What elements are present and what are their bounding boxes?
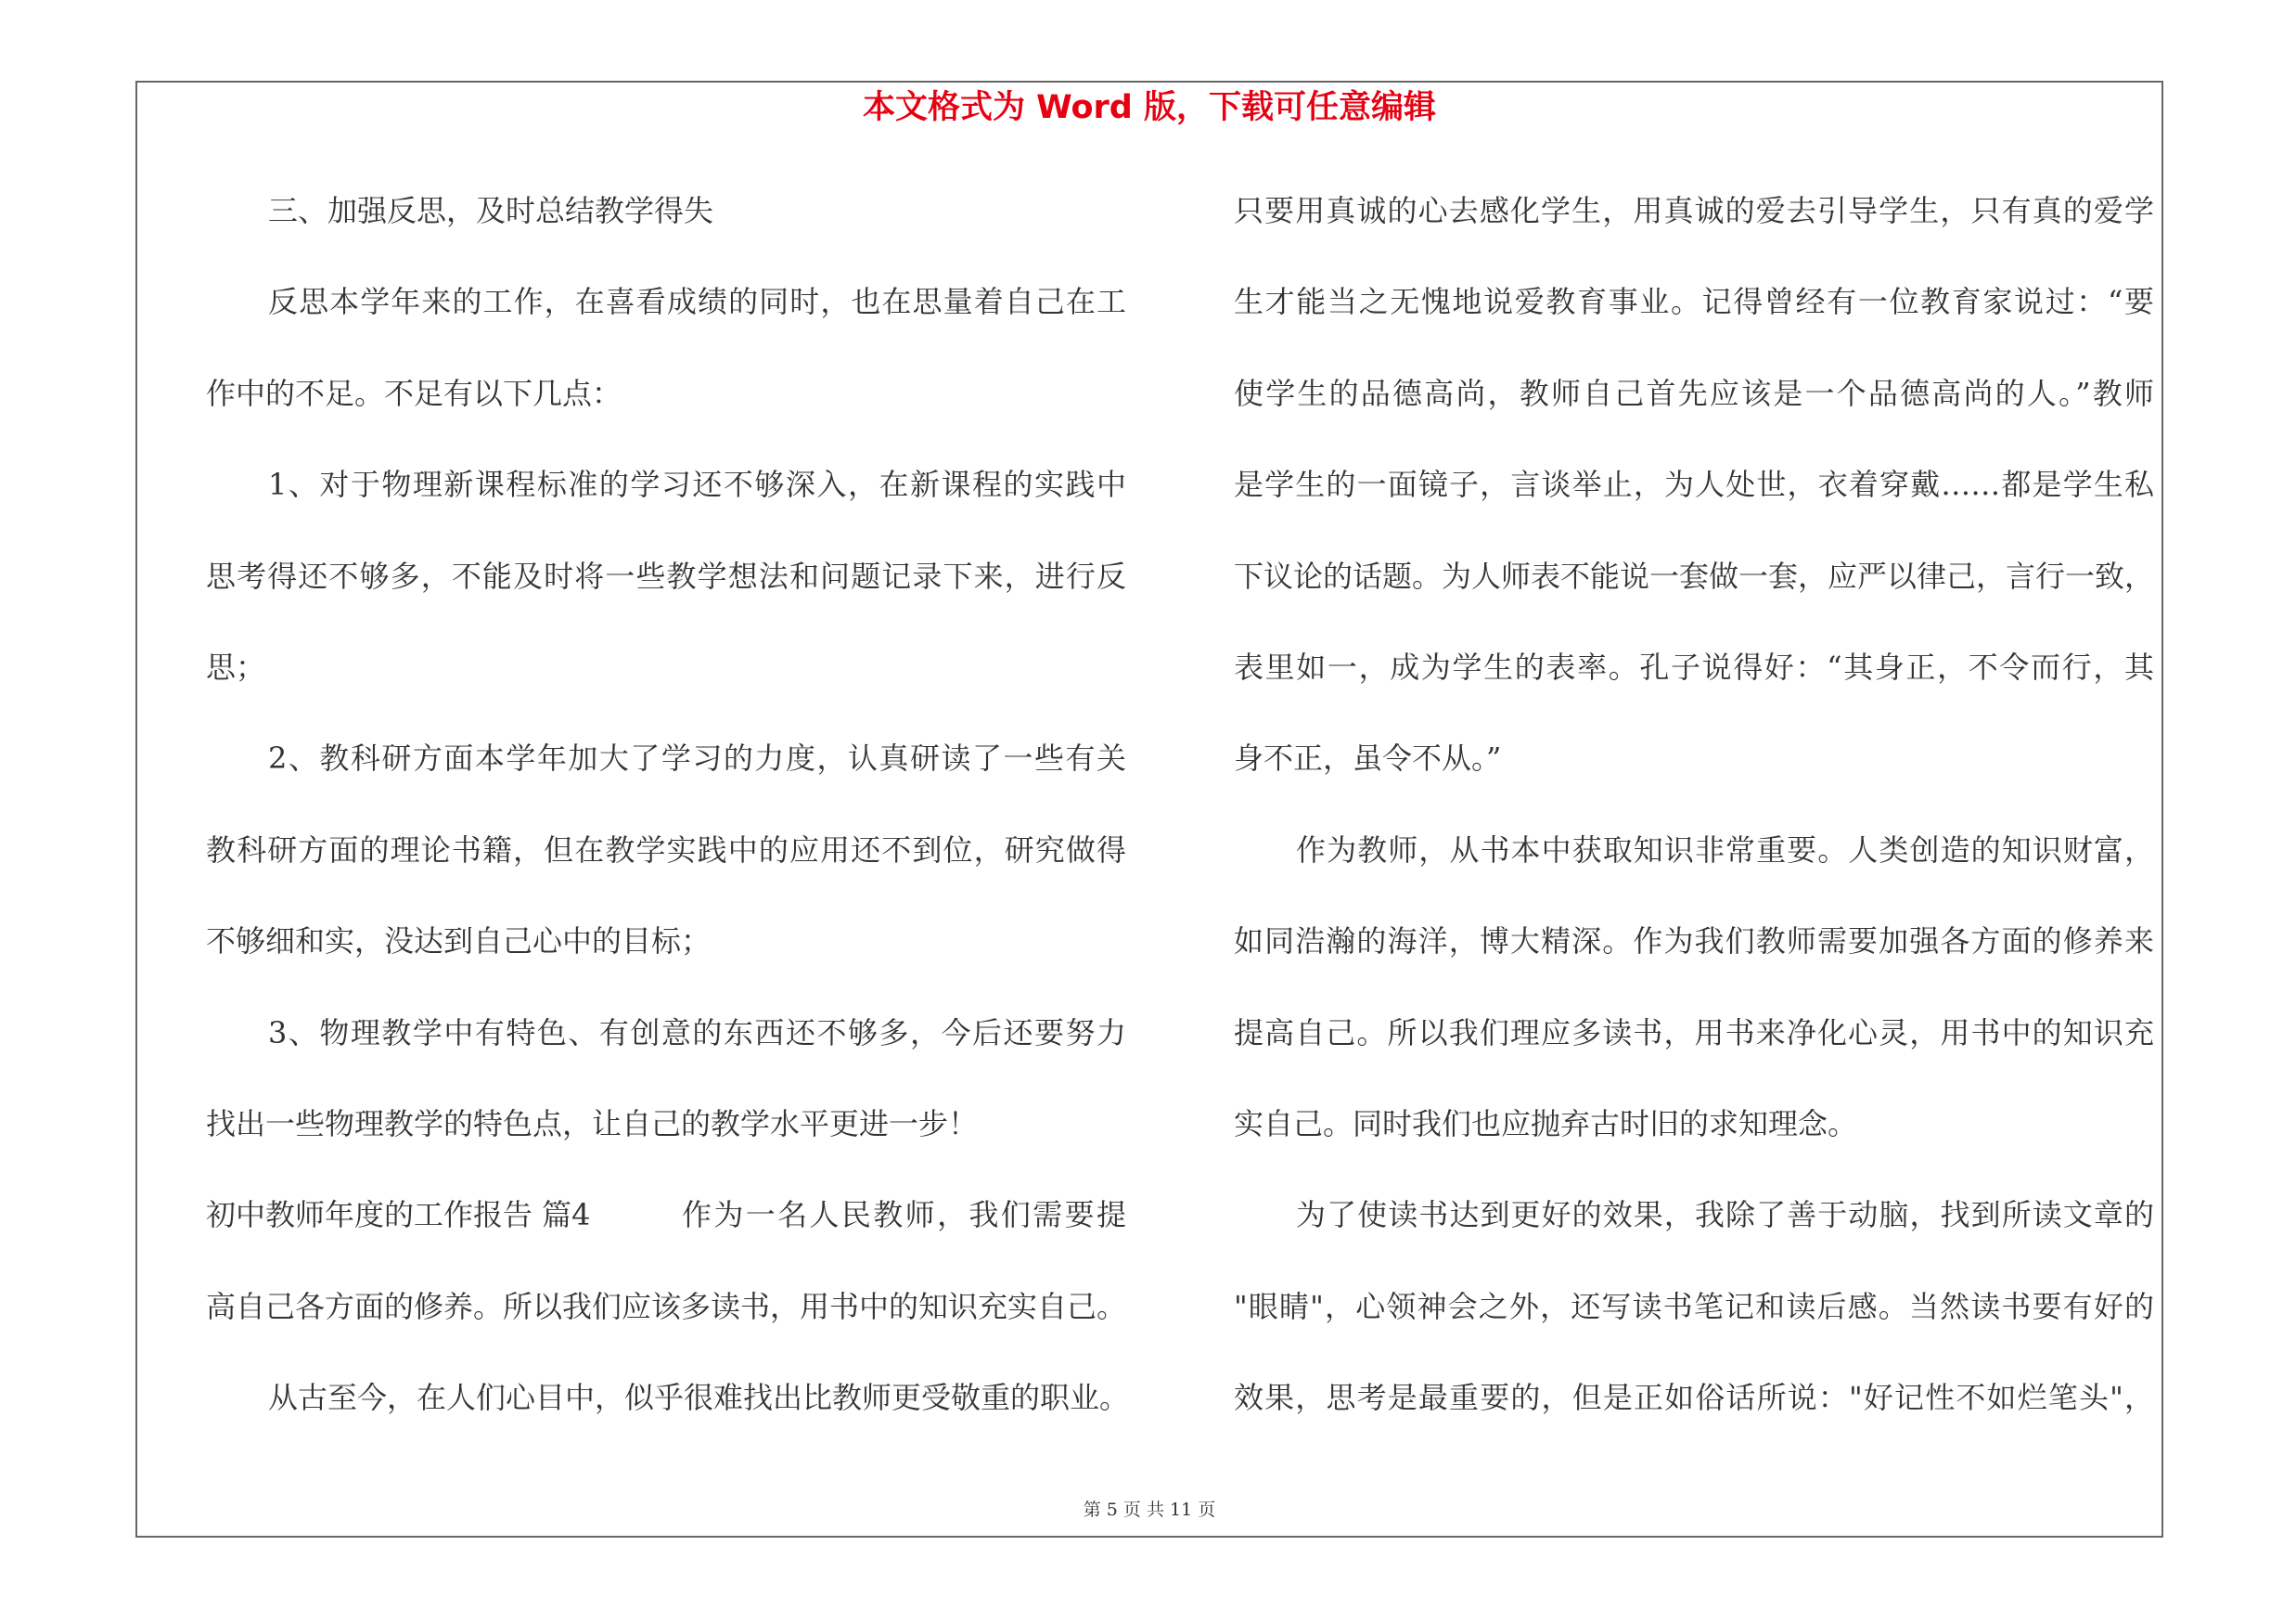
text-line: 3、物理教学中有特色、有创意的东西还不够多，今后还要努力	[268, 1014, 1126, 1050]
text-line: 作为教师，从书本中获取知识非常重要。人类创造的知识财富，	[1296, 831, 2154, 868]
left-text-column	[206, 165, 1130, 1443]
text-line: 反思本学年来的工作，在喜看成绩的同时，也在思量着自己在工	[268, 284, 1126, 320]
text-line: "眼睛"，心领神会之外，还写读书笔记和读后感。当然读书要有好的	[1234, 1288, 2154, 1324]
section-text: 作为一名人民教师，我们需要提	[682, 1197, 1126, 1233]
text-line: 只要用真诚的心去感化学生，用真诚的爱去引导学生，只有真的爱学	[1234, 193, 2154, 228]
text-line: 使学生的品德高尚，教师自己首先应该是一个品德高尚的人。”教师	[1234, 375, 2154, 411]
document-header-notice: 本文格式为 Word 版，下载可任意编辑	[862, 89, 1437, 126]
text-line: 生才能当之无愧地说爱教育事业。记得曾经有一位教育家说过：“要	[1234, 284, 2154, 320]
text-line: 不够细和实，没达到自己心中的目标；	[206, 923, 712, 960]
text-line: 实自己。同时我们也应抛弃古时旧的求知理念。	[1234, 1105, 1858, 1141]
right-text-column	[1234, 165, 2154, 1443]
section-title: 初中教师年度的工作报告 篇4	[206, 1197, 591, 1233]
text-line: 作中的不足。不足有以下几点：	[206, 375, 622, 411]
text-line: 为了使读书达到更好的效果，我除了善于动脑，找到所读文章的	[1296, 1197, 2154, 1233]
text-line: 教科研方面的理论书籍，但在教学实践中的应用还不到位，研究做得	[206, 831, 1126, 868]
text-line: 下议论的话题。为人师表不能说一套做一套，应严以律己，言行一致，	[1234, 558, 2155, 594]
text-line: 1、对于物理新课程标准的学习还不够深入，在新课程的实践中	[268, 467, 1126, 503]
text-line: 是学生的一面镜子，言谈举止，为人处世，衣着穿戴……都是学生私	[1234, 467, 2154, 503]
text-line: 三、加强反思，及时总结教学得失	[268, 193, 714, 228]
text-line: 表里如一，成为学生的表率。孔子说得好：“其身正，不令而行，其	[1234, 649, 2154, 685]
text-line: 找出一些物理教学的特色点，让自己的教学水平更进一步！	[206, 1105, 979, 1141]
page-number-footer: 第 5 页 共 11 页	[1083, 1500, 1216, 1520]
text-line: 效果，思考是最重要的，但是正如俗话所说："好记性不如烂笔头"，	[1234, 1380, 2154, 1416]
text-line: 高自己各方面的修养。所以我们应该多读书，用书中的知识充实自己。	[206, 1288, 1127, 1324]
section-heading-line	[206, 1169, 1126, 1260]
text-line: 身不正，虽令不从。”	[1234, 741, 1502, 777]
text-line: 思考得还不够多，不能及时将一些教学想法和问题记录下来，进行反	[206, 558, 1126, 594]
text-line: 如同浩瀚的海洋，博大精深。作为我们教师需要加强各方面的修养来	[1234, 923, 2154, 960]
text-line: 2、教科研方面本学年加大了学习的力度，认真研读了一些有关	[268, 741, 1126, 777]
text-line: 从古至今，在人们心目中，似乎很难找出比教师更受敬重的职业。	[268, 1380, 1130, 1416]
text-line: 提高自己。所以我们理应多读书，用书来净化心灵，用书中的知识充	[1234, 1014, 2154, 1050]
text-line: 思；	[206, 649, 266, 685]
